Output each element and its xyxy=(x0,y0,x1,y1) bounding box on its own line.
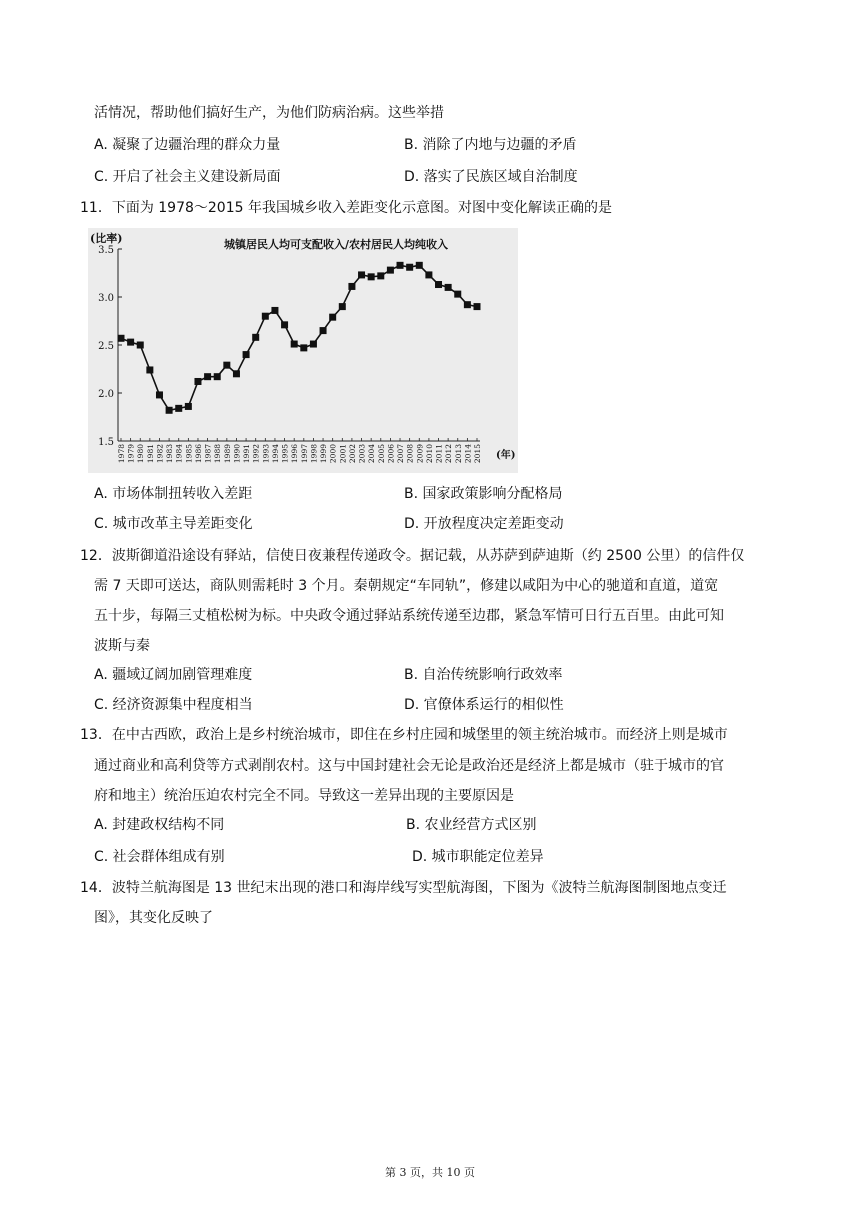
x-tick-label: 2011 xyxy=(434,444,444,464)
y-tick-label: 3.5 xyxy=(98,245,114,256)
data-point xyxy=(233,370,240,377)
x-tick-label: 1982 xyxy=(155,444,165,464)
y-tick-label: 2.0 xyxy=(98,389,114,400)
q12-option-d: D. 官僚体系运行的相似性 xyxy=(404,697,564,713)
chart-xlabel: (年) xyxy=(496,450,516,461)
q12-option-b: B. 自治传统影响行政效率 xyxy=(404,667,563,683)
data-point xyxy=(281,321,288,328)
x-tick-label: 1995 xyxy=(280,444,290,464)
data-point xyxy=(214,373,221,380)
q13-option-d: D. 城市职能定位差异 xyxy=(412,849,544,865)
y-tick-label: 3.0 xyxy=(98,293,114,304)
chart-ylabel: (比率) xyxy=(90,232,123,245)
data-point xyxy=(146,366,153,373)
x-tick-label: 2005 xyxy=(376,444,386,464)
q12-option-a: A. 疆域辽阔加剧管理难度 xyxy=(94,667,253,683)
q10-option-c: C. 开启了社会主义建设新局面 xyxy=(94,169,281,185)
data-point xyxy=(252,334,259,341)
data-point xyxy=(425,271,432,278)
data-point xyxy=(166,407,173,414)
x-tick-label: 2004 xyxy=(367,444,377,464)
q13-line-1: 13．在中古西欧，政治上是乡村统治城市，即住在乡村庄园和城堡里的领主统治城市。而经济上则是城市 xyxy=(80,727,728,743)
x-tick-label: 1997 xyxy=(299,444,309,464)
x-tick-label: 1993 xyxy=(261,444,271,464)
data-point xyxy=(300,344,307,351)
data-point xyxy=(358,271,365,278)
data-point xyxy=(137,342,144,349)
data-point xyxy=(329,314,336,321)
data-point xyxy=(156,391,163,398)
y-tick-label: 2.5 xyxy=(98,341,114,352)
x-tick-label: 1991 xyxy=(242,444,252,464)
q13-line-3: 府和地主）统治压迫农村完全不同。导致这一差异出现的主要原因是 xyxy=(94,788,514,804)
page-footer: 第 3 页，共 10 页 xyxy=(385,1166,475,1179)
q12-line-2: 需 7 天即可送达，商队则需耗时 3 个月。秦朝规定“车同轨”，修建以咸阳为中心的驰道和直道，道宽 xyxy=(94,578,719,594)
q13-option-c: C. 社会群体组成有别 xyxy=(94,849,225,865)
x-tick-label: 1979 xyxy=(126,444,136,464)
x-tick-label: 2010 xyxy=(424,444,434,464)
x-tick-label: 2014 xyxy=(463,444,473,464)
q11-option-b: B. 国家政策影响分配格局 xyxy=(404,486,563,502)
x-tick-label: 1983 xyxy=(165,444,175,464)
q10-option-a: A. 凝聚了边疆治理的群众力量 xyxy=(94,137,281,153)
x-tick-label: 2006 xyxy=(386,444,396,464)
q11-option-d: D. 开放程度决定差距变动 xyxy=(404,516,564,532)
q10-option-b: B. 消除了内地与边疆的矛盾 xyxy=(404,137,577,153)
data-point xyxy=(445,284,452,291)
data-point xyxy=(474,303,481,310)
x-tick-label: 2007 xyxy=(396,444,406,464)
x-tick-label: 2013 xyxy=(453,444,463,464)
data-point xyxy=(435,281,442,288)
q13-option-a: A. 封建政权结构不同 xyxy=(94,817,225,833)
data-point xyxy=(397,262,404,269)
x-tick-label: 1998 xyxy=(309,444,319,464)
chart-title: 城镇居民人均可支配收入/农村居民人均纯收入 xyxy=(223,238,449,251)
data-point xyxy=(223,362,230,369)
x-tick-label: 2012 xyxy=(444,444,454,464)
data-point xyxy=(320,327,327,334)
data-point xyxy=(271,307,278,314)
q11-stem: 11．下面为 1978～2015 年我国城乡收入差距变化示意图。对图中变化解读正确的是 xyxy=(80,200,612,216)
data-point xyxy=(464,301,471,308)
data-point xyxy=(262,313,269,320)
x-tick-label: 1996 xyxy=(290,444,300,464)
data-point xyxy=(185,403,192,410)
q11-option-c: C. 城市改革主导差距变化 xyxy=(94,516,253,532)
data-point xyxy=(118,335,125,342)
data-point xyxy=(454,291,461,298)
x-tick-label: 2015 xyxy=(473,444,482,464)
income-ratio-chart xyxy=(88,228,518,473)
x-tick-label: 1984 xyxy=(174,444,184,464)
data-point xyxy=(243,351,250,358)
x-tick-label: 2002 xyxy=(347,444,357,464)
q10-option-d: D. 落实了民族区域自治制度 xyxy=(404,169,578,185)
data-point xyxy=(339,303,346,310)
data-point xyxy=(377,272,384,279)
x-tick-label: 1988 xyxy=(213,444,223,464)
y-tick-label: 1.5 xyxy=(98,437,114,448)
x-tick-label: 1987 xyxy=(203,444,213,464)
x-tick-label: 2008 xyxy=(405,444,415,464)
q12-line-3: 五十步，每隔三丈植松树为标。中央政令通过驿站系统传递至边郡，紧急军情可日行五百里。由此可知 xyxy=(94,608,724,624)
x-tick-label: 1994 xyxy=(270,444,280,464)
x-tick-label: 2001 xyxy=(338,444,348,464)
x-tick-label: 1989 xyxy=(222,444,232,464)
x-tick-label: 2009 xyxy=(415,444,425,464)
q13-line-2: 通过商业和高利贷等方式剥削农村。这与中国封建社会无论是政治还是经济上都是城市（驻于城市的官 xyxy=(94,758,724,774)
data-point xyxy=(175,405,182,412)
data-point xyxy=(204,373,211,380)
data-point xyxy=(387,267,394,274)
data-point xyxy=(348,283,355,290)
data-point xyxy=(127,339,134,346)
q10-stem-tail: 活情况，帮助他们搞好生产，为他们防病治病。这些举措 xyxy=(94,105,444,121)
data-point xyxy=(310,341,317,348)
q11-option-a: A. 市场体制扭转收入差距 xyxy=(94,486,253,502)
q12-line-1: 12．波斯御道沿途设有驿站，信使日夜兼程传递政令。据记载，从苏萨到萨迪斯（约 2500 公里）的信件仅 xyxy=(80,548,745,564)
x-tick-label: 1980 xyxy=(136,444,146,464)
q14-line-1: 14．波特兰航海图是 13 世纪末出现的港口和海岸线写实型航海图，下图为《波特兰航海图制图地点变迁 xyxy=(80,880,727,896)
x-tick-label: 1992 xyxy=(251,444,261,464)
q12-option-c: C. 经济资源集中程度相当 xyxy=(94,697,253,713)
x-tick-label: 2000 xyxy=(328,444,338,464)
x-tick-label: 1981 xyxy=(145,444,155,464)
data-point xyxy=(291,341,298,348)
data-point xyxy=(416,262,423,269)
x-tick-label: 1999 xyxy=(319,444,329,464)
q14-line-2: 图》，其变化反映了 xyxy=(94,910,213,926)
x-tick-label: 1990 xyxy=(232,444,242,464)
data-point xyxy=(368,273,375,280)
x-tick-label: 1986 xyxy=(193,444,203,464)
q12-line-4: 波斯与秦 xyxy=(94,638,150,654)
x-tick-label: 2003 xyxy=(357,444,367,464)
data-point xyxy=(406,264,413,271)
q13-option-b: B. 农业经营方式区别 xyxy=(406,817,537,833)
x-tick-label: 1985 xyxy=(184,444,194,464)
data-point xyxy=(194,378,201,385)
x-tick-label: 1978 xyxy=(117,444,126,464)
